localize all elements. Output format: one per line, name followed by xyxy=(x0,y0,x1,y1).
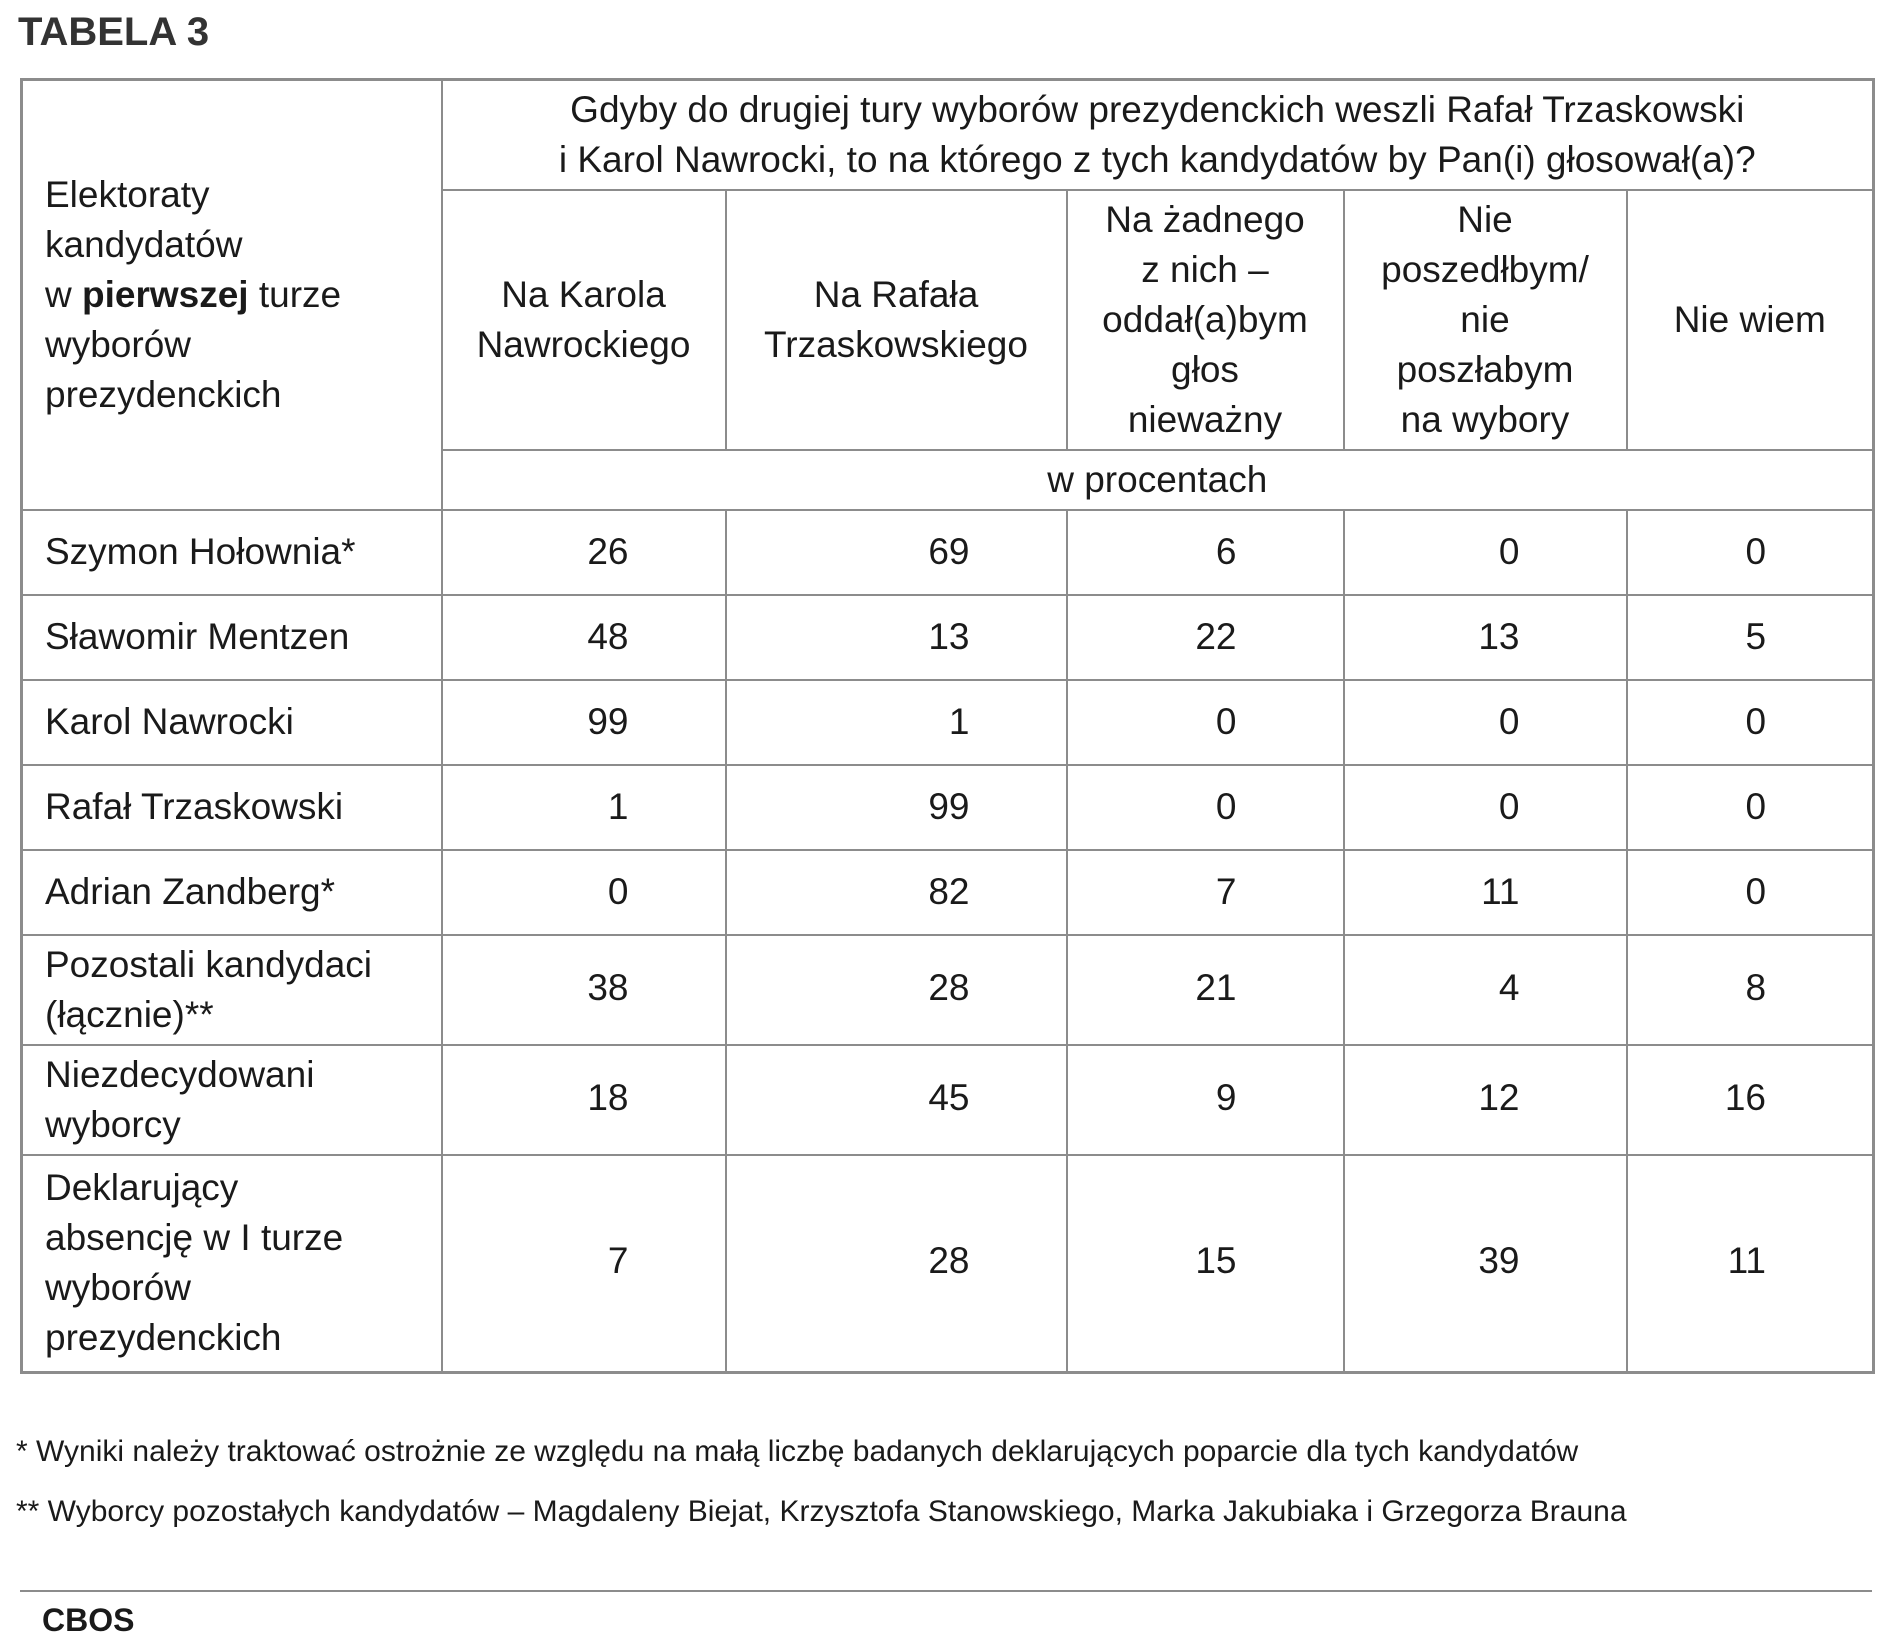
stub-header-text: w xyxy=(45,273,82,315)
column-header-line: Trzaskowskiego xyxy=(764,323,1028,365)
unit-label: w procentach xyxy=(442,450,1874,510)
value-cell: 18 xyxy=(442,1045,726,1155)
row-label-line: Deklarujący xyxy=(45,1167,239,1209)
stub-header-line: kandydatów xyxy=(45,223,243,265)
footnote: * Wyniki należy traktować ostrożnie ze względu na małą liczbę badanych deklarujących poparcie dla tych kandydatów xyxy=(16,1435,1579,1468)
table-row xyxy=(22,595,1874,680)
row-label xyxy=(22,595,442,680)
row-label-line: wyborów xyxy=(45,1267,191,1309)
value-cell: 26 xyxy=(442,510,726,595)
row-label-line: absencję w I turze xyxy=(45,1217,344,1259)
value-cell: 39 xyxy=(1344,1155,1627,1373)
row-label xyxy=(22,1155,442,1373)
value-cell: 28 xyxy=(726,935,1067,1045)
value-cell: 99 xyxy=(442,680,726,765)
value-cell: 0 xyxy=(1067,680,1344,765)
value-cell: 0 xyxy=(1627,510,1874,595)
value-cell: 0 xyxy=(1344,680,1627,765)
column-header-line: Nie xyxy=(1457,198,1513,240)
column-header-line: Nawrockiego xyxy=(476,323,691,365)
divider xyxy=(20,1590,1872,1592)
results-table xyxy=(20,78,1875,1374)
value-cell: 13 xyxy=(1344,595,1627,680)
row-label-line: wyborcy xyxy=(45,1103,181,1145)
column-header xyxy=(442,190,726,450)
value-cell: 7 xyxy=(1067,850,1344,935)
row-label xyxy=(22,850,442,935)
row-label xyxy=(22,765,442,850)
value-cell: 45 xyxy=(726,1045,1067,1155)
value-cell: 11 xyxy=(1627,1155,1874,1373)
value-cell: 7 xyxy=(442,1155,726,1373)
value-cell: 21 xyxy=(1067,935,1344,1045)
row-label xyxy=(22,1045,442,1155)
survey-question xyxy=(442,80,1874,190)
table-body xyxy=(22,510,1874,1373)
column-header-line: oddał(a)bym xyxy=(1102,298,1308,340)
column-header-line: na wybory xyxy=(1400,398,1570,440)
stub-header-text: turze xyxy=(248,273,342,315)
value-cell: 0 xyxy=(1344,510,1627,595)
column-header-line: Nie wiem xyxy=(1673,298,1826,340)
stub-header-line xyxy=(45,270,441,320)
survey-question-line: Gdyby do drugiej tury wyborów prezydenckich weszli Rafał Trzaskowski xyxy=(570,88,1745,130)
value-cell: 99 xyxy=(726,765,1067,850)
table-caption: TABELA 3 xyxy=(18,10,210,54)
row-label-line: Niezdecydowani xyxy=(45,1053,315,1095)
table-row xyxy=(22,1155,1874,1373)
row-label-line: prezydenckich xyxy=(45,1317,282,1359)
value-cell: 4 xyxy=(1344,935,1627,1045)
row-label xyxy=(22,510,442,595)
row-label-line: Sławomir Mentzen xyxy=(45,616,350,657)
value-cell: 1 xyxy=(726,680,1067,765)
column-header-line: głos xyxy=(1171,348,1239,390)
row-label-line: Adrian Zandberg* xyxy=(45,871,336,912)
table-row xyxy=(22,765,1874,850)
footnote: ** Wyborcy pozostałych kandydatów – Magdaleny Biejat, Krzysztofa Stanowskiego, Marka Jakubiaka i Grzegorza Brauna xyxy=(16,1495,1627,1528)
value-cell: 48 xyxy=(442,595,726,680)
column-header-line: poszedłbym/ xyxy=(1381,248,1589,290)
value-cell: 0 xyxy=(1067,765,1344,850)
row-label-line: Szymon Hołownia* xyxy=(45,531,356,572)
value-cell: 13 xyxy=(726,595,1067,680)
value-cell: 11 xyxy=(1344,850,1627,935)
survey-question-line: i Karol Nawrocki, to na którego z tych kandydatów by Pan(i) głosował(a)? xyxy=(558,138,1756,180)
row-label-line: (łącznie)** xyxy=(45,993,214,1035)
value-cell: 15 xyxy=(1067,1155,1344,1373)
column-header xyxy=(1344,190,1627,450)
column-header xyxy=(1067,190,1344,450)
value-cell: 6 xyxy=(1067,510,1344,595)
value-cell: 8 xyxy=(1627,935,1874,1045)
column-header-line: nieważny xyxy=(1127,398,1283,440)
row-label xyxy=(22,935,442,1045)
table-row xyxy=(22,935,1874,1045)
footnotes xyxy=(16,1432,1627,1552)
value-cell: 16 xyxy=(1627,1045,1874,1155)
value-cell: 69 xyxy=(726,510,1067,595)
value-cell: 12 xyxy=(1344,1045,1627,1155)
value-cell: 28 xyxy=(726,1155,1067,1373)
value-cell: 0 xyxy=(1627,680,1874,765)
stub-header-line: prezydenckich xyxy=(45,373,282,415)
column-header-line: Na żadnego xyxy=(1105,198,1305,240)
value-cell: 38 xyxy=(442,935,726,1045)
value-cell: 0 xyxy=(1344,765,1627,850)
source-label: CBOS xyxy=(42,1602,135,1638)
column-header xyxy=(726,190,1067,450)
stub-header-emphasis: pierwszej xyxy=(82,273,249,315)
value-cell: 5 xyxy=(1627,595,1874,680)
stub-header-line: Elektoraty xyxy=(45,173,210,215)
column-header-line: poszłabym xyxy=(1396,348,1574,390)
row-label xyxy=(22,680,442,765)
column-header-line: Na Karola xyxy=(501,273,666,315)
value-cell: 0 xyxy=(1627,850,1874,935)
value-cell: 0 xyxy=(1627,765,1874,850)
column-header-line: nie xyxy=(1460,298,1510,340)
value-cell: 22 xyxy=(1067,595,1344,680)
row-label-line: Pozostali kandydaci xyxy=(45,943,373,985)
value-cell: 82 xyxy=(726,850,1067,935)
column-header-line: Na Rafała xyxy=(813,273,979,315)
row-label-line: Rafał Trzaskowski xyxy=(45,786,344,827)
table-row xyxy=(22,680,1874,765)
table-row xyxy=(22,510,1874,595)
table-row xyxy=(22,1045,1874,1155)
stub-header-line: wyborów xyxy=(45,323,191,365)
column-header xyxy=(1627,190,1874,450)
value-cell: 9 xyxy=(1067,1045,1344,1155)
value-cell: 0 xyxy=(442,850,726,935)
stub-header xyxy=(22,80,442,510)
table-row xyxy=(22,850,1874,935)
column-header-line: z nich – xyxy=(1141,248,1269,290)
value-cell: 1 xyxy=(442,765,726,850)
row-label-line: Karol Nawrocki xyxy=(45,701,294,742)
